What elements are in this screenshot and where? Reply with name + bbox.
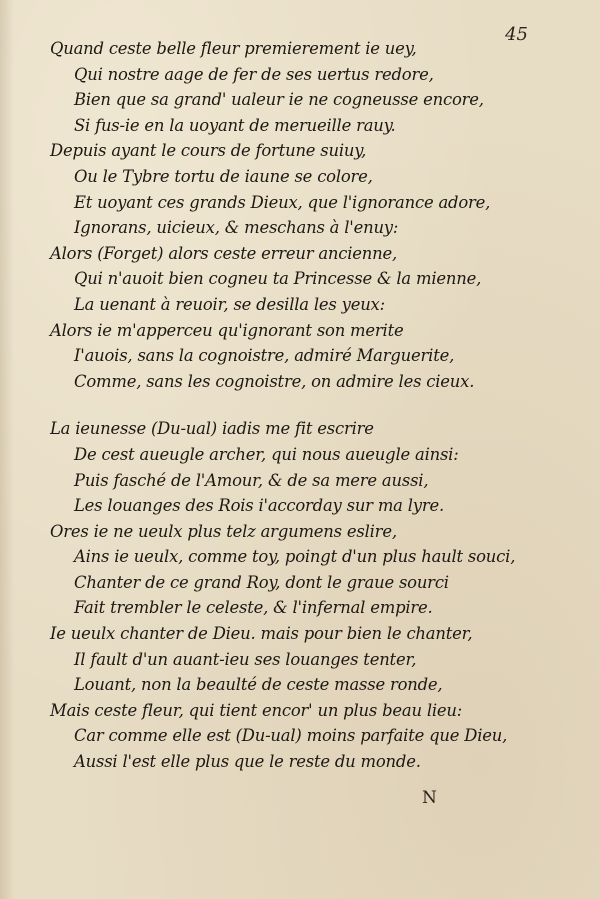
- verse-line: Ie ueulx chanter de Dieu. mais pour bien le chanter,: [50, 624, 473, 644]
- stanza-1: [0, 36, 600, 394]
- verse-line: Si fus-ie en la uoyant de merueille rauy.: [74, 115, 396, 135]
- verse-line: Quand ceste belle fleur premierement ie uey,: [50, 39, 417, 58]
- verse-line: Fait trembler le celeste, & l'infernal empire.: [74, 598, 433, 618]
- verse-line: Et uoyant ces grands Dieux, que l'ignorance adore,: [74, 192, 491, 212]
- verse-line: De cest aueugle archer, qui nous aueugle ainsi:: [74, 444, 459, 464]
- stanza-2: [0, 416, 600, 774]
- verse-line: Alors (Forget) alors ceste erreur ancienne,: [50, 243, 398, 263]
- verse-line: La uenant à reuoir, se desilla les yeux:: [74, 294, 385, 314]
- verse-line: Qui n'auoit bien cogneu ta Princesse & la mienne,: [74, 269, 482, 289]
- verse-line: Ignorans, uicieux, & meschans à l'enuy:: [74, 218, 399, 238]
- verse-line: Mais ceste fleur, qui tient encor' un plus beau lieu:: [50, 700, 463, 720]
- verse-line: Puis fasché de l'Amour, & de sa mere aussi,: [74, 470, 429, 490]
- verse-line: Comme, sans les cognoistre, on admire les cieux.: [74, 371, 475, 391]
- verse-line: Les louanges des Rois i'accorday sur ma lyre.: [74, 496, 445, 516]
- verse-line: Ains ie ueulx, comme toy, poingt d'un plus hault souci,: [74, 547, 516, 567]
- verse-line: Car comme elle est (Du-ual) moins parfaite que Dieu,: [74, 726, 508, 746]
- verse-line: Il fault d'un auant-ieu ses louanges tenter,: [74, 649, 417, 669]
- gathering-signature: N: [422, 788, 437, 808]
- verse-line: Ores ie ne ueulx plus telz argumens eslire,: [50, 521, 397, 541]
- verse-line: Depuis ayant le cours de fortune suiuy,: [50, 141, 367, 161]
- verse-line: I'auois, sans la cognoistre, admiré Marguerite,: [74, 346, 455, 366]
- verse-line: Qui nostre aage de fer de ses uertus redore,: [74, 64, 434, 84]
- poem: [0, 36, 600, 775]
- verse-line: Alors ie m'apperceu qu'ignorant son merite: [50, 320, 404, 340]
- page-number: 45: [505, 24, 528, 45]
- verse-line: Ou le Tybre tortu de iaune se colore,: [74, 166, 373, 186]
- verse-line: La ieunesse (Du-ual) iadis me fit escrire: [50, 419, 374, 439]
- verse-line: Chanter de ce grand Roy, dont le graue sourci: [74, 572, 449, 592]
- verse-line: Aussi l'est elle plus que le reste du monde.: [74, 752, 421, 772]
- verse-line: Bien que sa grand' ualeur ie ne cogneusse encore,: [74, 90, 484, 110]
- verse-line: Louant, non la beaulté de ceste masse ronde,: [74, 675, 443, 695]
